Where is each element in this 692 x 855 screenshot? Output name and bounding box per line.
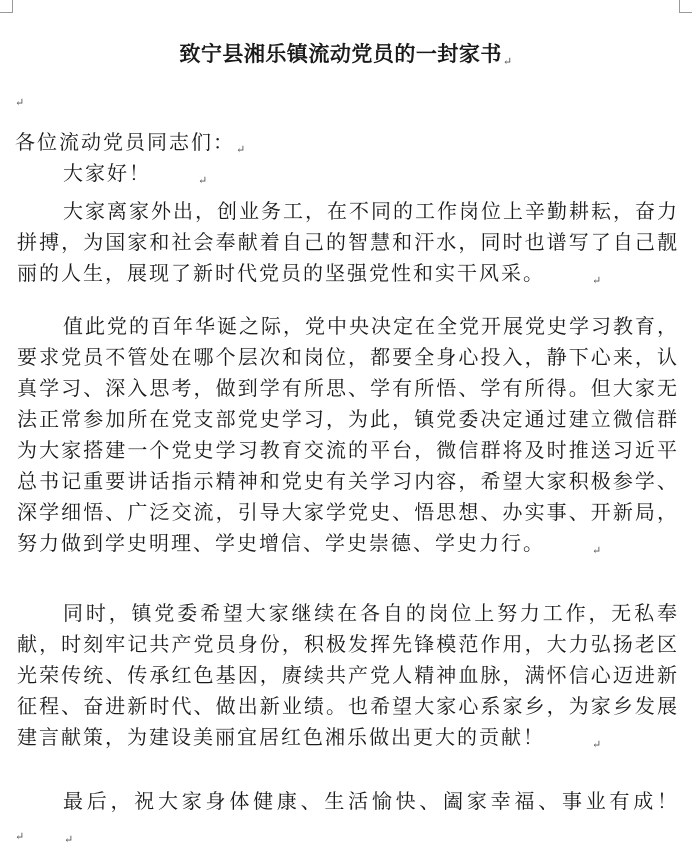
blank-paragraph xyxy=(14,92,24,109)
paragraph-3: 同时，镇党委希望大家继续在各自的岗位上努力工作，无私奉献，时刻牢记共产党员身份，积极发挥先锋模范作用，大力弘扬老区光荣传统、传承红色基因，赓续共产党人精神血脉，满怀信心迈进新征程、奋进新时代、做出新业绩。也希望大家心系家乡，为家乡发展建言献策，为建设美丽宜居红色湘乐做出更大的贡献！ ↵ xyxy=(17,598,679,760)
salutation: 各位流动党员同志们：↵ xyxy=(15,130,248,156)
paragraph-1: 大家离家外出，创业务工，在不同的工作岗位上辛勤耕耘，奋力拼搏，为国家和社会奉献着自己的智慧和汗水，同时也谱写了自己靓丽的人生，展现了新时代党员的坚强党性和实干风采。 ↵ xyxy=(17,196,679,296)
paragraph-mark-icon: ↵ xyxy=(64,833,76,846)
page-corner-marker-right xyxy=(679,0,692,13)
paragraph-mark-icon: ↵ xyxy=(592,544,604,557)
paragraph-greeting: 大家好！ ↵ xyxy=(17,158,679,196)
page-corner-marker-left xyxy=(0,0,13,13)
paragraph-mark-icon: ↵ xyxy=(15,830,25,843)
paragraph-mark-icon: ↵ xyxy=(15,96,25,109)
paragraph-mark-icon: ↵ xyxy=(198,174,210,187)
paragraph-mark-icon: ↵ xyxy=(236,143,248,156)
paragraph-closing: 最后，祝大家身体健康、生活愉快、阖家幸福、事业有成！↵ xyxy=(17,786,679,855)
document-title: 致宁县湘乐镇流动党员的一封家书↵ xyxy=(179,41,513,68)
blank-paragraph xyxy=(14,826,24,843)
paragraph-mark-icon: ↵ xyxy=(592,274,604,287)
paragraph-mark-icon: ↵ xyxy=(502,55,513,68)
paragraph-2: 值此党的百年华诞之际，党中央决定在全党开展党史学习教育，要求党员不管处在哪个层次和岗位，都要全身心投入，静下心来，认真学习、深入思考，做到学有所思、学有所悟、学有所得。但大家无法正常参加所在党支部党史学习，为此，镇党委决定通过建立微信群为大家搭建一个党史学习教育交流的平台，微信群将及时推送习近平总书记重要讲话指示精神和党史有关学习内容，希望大家积极参学、深学细悟、广泛交流，引导大家学党史、悟思想、办实事、开新局，努力做到学史明理、学史增信、学史崇德、学史力行。 ↵ xyxy=(17,311,679,566)
paragraph-mark-icon: ↵ xyxy=(592,738,604,751)
